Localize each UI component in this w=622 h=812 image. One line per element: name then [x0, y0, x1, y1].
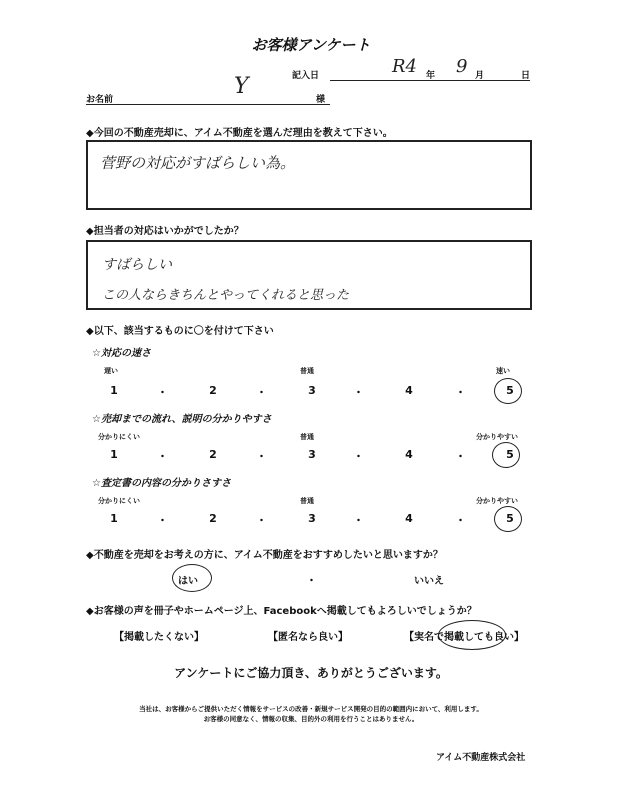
- rating-2-option-5[interactable]: 5: [506, 448, 514, 461]
- name-value: Y: [234, 74, 249, 99]
- q5-question: ◆お客様の声を冊子やホームページ上、Facebookへ掲載してもよろしいでしょうか？: [86, 606, 477, 617]
- rating-1-sep: ・: [157, 386, 168, 399]
- rating-1-title: ☆対応の速さ: [92, 348, 151, 359]
- rating-3-option-5[interactable]: 5: [506, 512, 514, 525]
- q4-no-option[interactable]: いいえ: [414, 576, 444, 587]
- rating-1-sep: ・: [455, 386, 466, 399]
- month-value: 9: [456, 56, 468, 77]
- rating-2-sep: ・: [353, 450, 364, 463]
- rating-2-option-3[interactable]: 3: [308, 448, 316, 461]
- rating-2-sep: ・: [256, 450, 267, 463]
- year-unit: 年: [426, 71, 436, 81]
- rating-1-option-3[interactable]: 3: [308, 384, 316, 397]
- rating-1-selected-circle: [494, 378, 522, 404]
- name-label: お名前: [86, 95, 114, 105]
- rating-1-option-5[interactable]: 5: [506, 384, 514, 397]
- name-suffix: 様: [316, 95, 326, 105]
- q1-question: ◆今回の不動産売却に、アイム不動産を選んだ理由を教えて下さい。: [86, 128, 393, 139]
- rating-2-high: 分かりやすい: [476, 433, 518, 441]
- q1-answer: 菅野の対応がすばらしい為。: [100, 154, 296, 172]
- name-line: [86, 104, 330, 105]
- rating-1-option-4[interactable]: 4: [405, 384, 413, 397]
- month-unit: 月: [475, 71, 485, 81]
- rating-3-sep: ・: [157, 514, 168, 527]
- rating-2-title: ☆売却までの流れ、説明の分かりやすさ: [92, 414, 272, 425]
- rating-2-selected-circle: [492, 442, 520, 468]
- q2-answer-line2: この人ならきちんとやってくれると思った: [102, 288, 350, 303]
- rating-2-option-2[interactable]: 2: [209, 448, 217, 461]
- rating-3-mid: 普通: [300, 497, 314, 505]
- q4-sep: ・: [306, 574, 317, 587]
- rating-3-high: 分かりやすい: [476, 497, 518, 505]
- q5-option-no-publish[interactable]: 【掲載したくない】: [114, 632, 204, 643]
- year-value: R4: [392, 56, 418, 77]
- q1-answer-box: [86, 140, 532, 210]
- q5-option-anonymous[interactable]: 【匿名なら良い】: [268, 632, 348, 643]
- rating-2-option-1[interactable]: 1: [110, 448, 118, 461]
- rating-1-option-2[interactable]: 2: [209, 384, 217, 397]
- rating-1-option-1[interactable]: 1: [110, 384, 118, 397]
- rating-1-sep: ・: [256, 386, 267, 399]
- rating-3-selected-circle: [494, 506, 522, 532]
- q5-selected-circle: [438, 620, 506, 650]
- rating-3-option-1[interactable]: 1: [110, 512, 118, 525]
- privacy-notice-line2: お客様の同意なく、情報の収集、目的外の利用を行うことはありません。: [203, 715, 419, 723]
- q5-option-real-name[interactable]: 【実名で掲載しても良い】: [404, 632, 524, 643]
- rating-3-option-3[interactable]: 3: [308, 512, 316, 525]
- q3-question: ◆以下、該当するものに〇を付けて下さい: [86, 326, 274, 337]
- thanks-message: アンケートにご協力頂き、ありがとうございます。: [174, 666, 448, 680]
- rating-1-mid: 普通: [300, 367, 314, 375]
- rating-2-low: 分かりにくい: [98, 433, 140, 441]
- rating-3-title: ☆査定書の内容の分かりさすさ: [92, 478, 231, 489]
- q2-answer-line1: すばらしい: [102, 257, 172, 273]
- privacy-notice-line1: 当社は、お客様からご提供いただく情報をサービスの改善・新規サービス開発の目的の範囲内において、利用します。: [139, 705, 483, 713]
- q2-question: ◆担当者の対応はいかがでしたか？: [86, 226, 244, 237]
- date-label: 記入日: [292, 71, 320, 81]
- company-name: アイム不動産株式会社: [436, 753, 526, 763]
- day-unit: 日: [521, 71, 531, 81]
- q4-yes-selected-circle: [172, 564, 212, 592]
- rating-2-sep: ・: [157, 450, 168, 463]
- rating-2-mid: 普通: [300, 433, 314, 441]
- rating-3-sep: ・: [353, 514, 364, 527]
- rating-1-high: 速い: [496, 367, 510, 375]
- q4-yes-option[interactable]: はい: [178, 576, 198, 587]
- rating-2-option-4[interactable]: 4: [405, 448, 413, 461]
- q4-question: ◆不動産を売却をお考えの方に、アイム不動産をおすすめしたいと思いますか？: [86, 550, 443, 561]
- rating-2-sep: ・: [455, 450, 466, 463]
- rating-3-option-4[interactable]: 4: [405, 512, 413, 525]
- rating-3-low: 分かりにくい: [98, 497, 140, 505]
- rating-3-option-2[interactable]: 2: [209, 512, 217, 525]
- rating-1-sep: ・: [353, 386, 364, 399]
- rating-1-low: 遅い: [104, 367, 118, 375]
- rating-3-sep: ・: [256, 514, 267, 527]
- page-title: お客様アンケート: [251, 36, 371, 54]
- rating-3-sep: ・: [455, 514, 466, 527]
